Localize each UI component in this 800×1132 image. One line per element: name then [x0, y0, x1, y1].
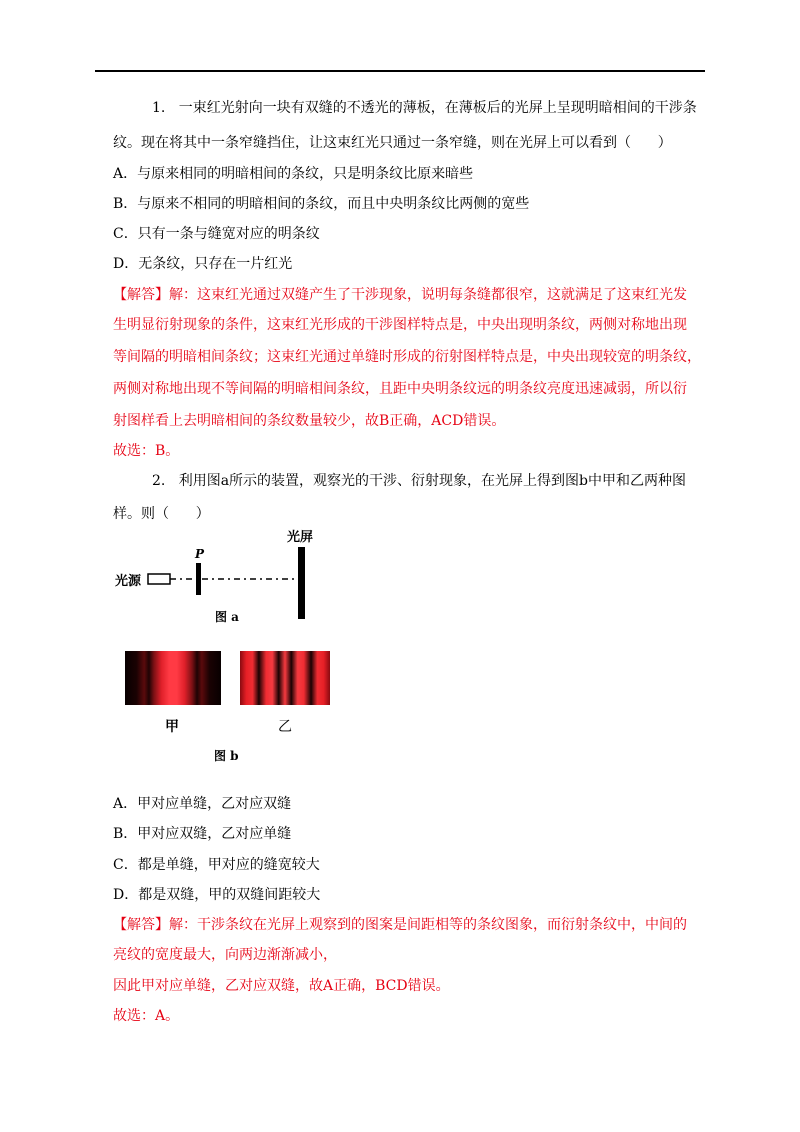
q2-option-b: B．甲对应双缝，乙对应单缝	[113, 826, 292, 842]
screen-label: 光屏	[287, 530, 314, 545]
q1-answer-line2: 生明显衍射现象的条件，这束红光形成的干涉图样特点是，中央出现明条纹，两侧对称地出现	[113, 317, 687, 333]
q1-option-b: B．与原来不相同的明暗相间的条纹，而且中央明条纹比两侧的宽些	[113, 196, 530, 212]
q2-option-c: C．都是单缝，甲对应的缝宽较大	[113, 857, 320, 873]
q2-answer-line3: 因此甲对应单缝，乙对应双缝，故A正确，BCD错误。	[113, 978, 450, 994]
q1-stem-line1: 1. 一束红光射向一块有双缝的不透光的薄板，在薄板后的光屏上呈现明暗相间的干涉条	[152, 100, 697, 116]
q1-option-c: C．只有一条与缝宽对应的明条纹	[113, 226, 320, 242]
q2-option-a: A．甲对应单缝，乙对应双缝	[113, 796, 292, 812]
q1-option-d: D．无条纹，只存在一片红光	[113, 256, 293, 272]
q2-stem-line1: 2. 利用图a所示的装置，观察光的干涉、衍射现象，在光屏上得到图b中甲和乙两种图	[152, 473, 687, 489]
q1-stem-line2: 纹。现在将其中一条窄缝挡住，让这束红光只通过一条窄缝，则在光屏上可以看到（ ）	[113, 135, 672, 151]
p-label: P	[195, 547, 205, 561]
pattern-jia	[125, 651, 221, 705]
q1-answer-line1: 【解答】解：这束红光通过双缝产生了干涉现象，说明每条缝都很窄，这就满足了这束红光发	[113, 287, 687, 303]
q2-stem-line2: 样。则（ ）	[113, 506, 210, 522]
q1-answer-line5: 射图样看上去明暗相间的条纹数量较少，故B正确，ACD错误。	[113, 413, 506, 429]
q2-choice: 故选：A。	[113, 1008, 180, 1024]
screen-bar	[298, 547, 305, 619]
light-source-box	[148, 574, 170, 584]
q1-choice: 故选：B。	[113, 443, 180, 459]
q2-option-d: D．都是双缝，甲的双缝间距较大	[113, 887, 321, 903]
q1-answer-line4: 两侧对称地出现不等间隔的明暗相间条纹，且距中央明条纹远的明条纹亮度迅速减弱，所以衍	[113, 381, 687, 397]
header-rule	[95, 70, 705, 72]
q2-answer-line1: 【解答】解：干涉条纹在光屏上观察到的图案是间距相等的条纹图象，而衍射条纹中，中间的	[113, 917, 687, 933]
slit-plate-p	[196, 563, 201, 595]
fig-a-caption: 图 a	[215, 610, 239, 624]
q1-answer-line3: 等间隔的明暗相间条纹；这束红光通过单缝时形成的衍射图样特点是，中央出现较宽的明条纹，	[113, 349, 701, 365]
yi-label: 乙	[278, 719, 292, 735]
pattern-yi	[240, 651, 330, 705]
fig-b-caption: 图 b	[214, 749, 239, 763]
q2-figure	[113, 525, 343, 770]
jia-label: 甲	[165, 719, 179, 735]
q1-option-a: A．与原来相同的明暗相间的条纹，只是明条纹比原来暗些	[113, 166, 474, 182]
light-source-label: 光源	[115, 574, 142, 589]
q2-answer-line2: 亮纹的宽度最大，向两边渐渐减小，	[113, 947, 337, 963]
